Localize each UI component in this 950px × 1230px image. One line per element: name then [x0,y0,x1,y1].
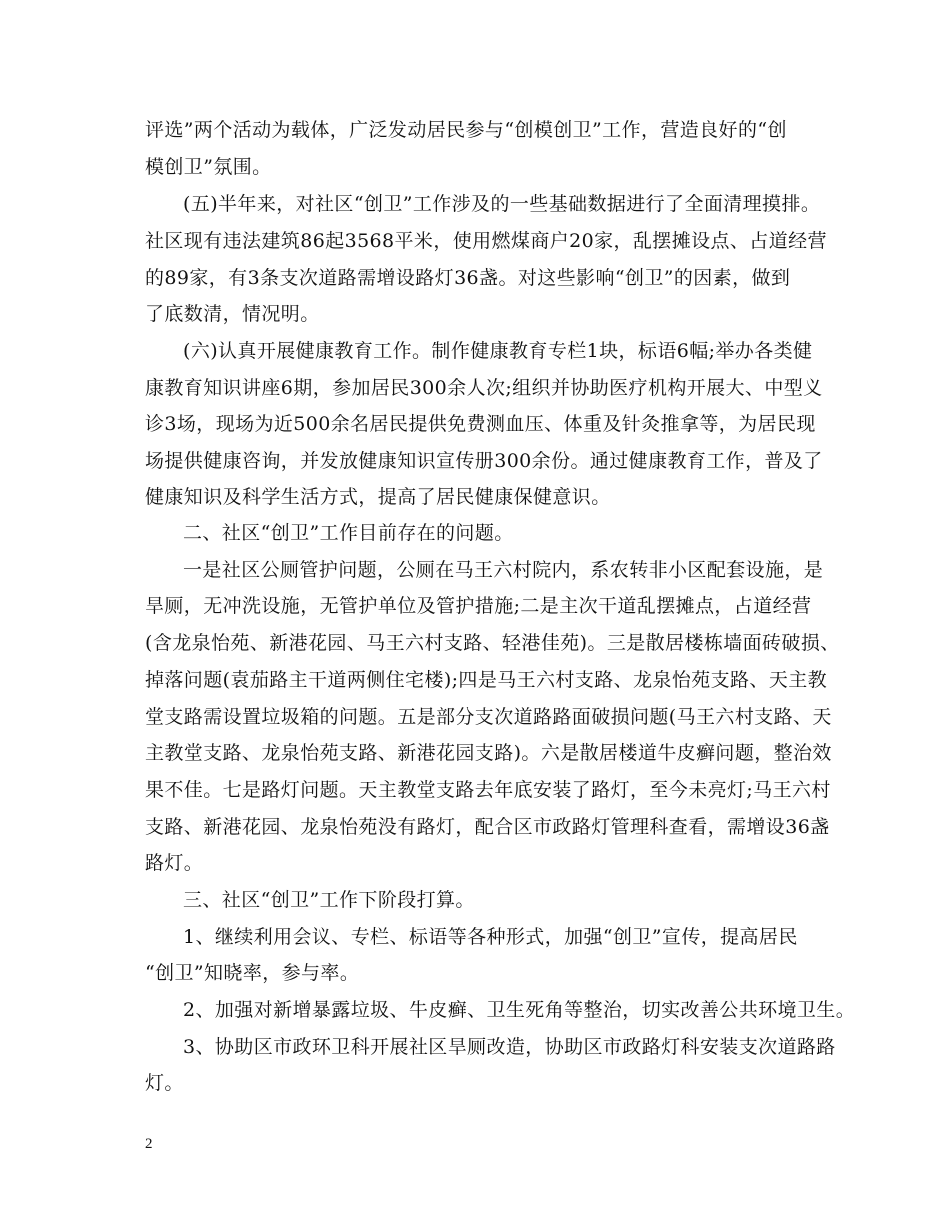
list-item: 1、继续利用会议、专栏、标语等各种形式，加强“创卫”宣传，提高居民 [183,926,798,948]
text-line: 掉落问题(袁茄路主干道两侧住宅楼);四是马王六村支路、龙泉怡苑支路、天主教 [145,669,828,691]
text-line: 主教堂支路、龙泉怡苑支路、新港花园支路)。六是散居楼道牛皮癣问题，整治效 [145,742,832,764]
text-line: 场提供健康咨询，并发放健康知识宣传册300余份。通过健康教育工作，普及了 [145,450,823,472]
paragraph-start: (五)半年来，对社区“创卫”工作涉及的一些基础数据进行了全面清理摸排。 [183,193,821,215]
text-line: 堂支路需设置垃圾箱的问题。五是部分支次道路路面破损问题(马王六村支路、天 [145,706,832,728]
text-line: 果不佳。七是路灯问题。天主教堂支路去年底安装了路灯，至今未亮灯;马王六村 [145,779,831,801]
page-number: 2 [145,1136,153,1152]
text-line: 评选”两个活动为载体，广泛发动居民参与“创模创卫”工作，营造良好的“创 [145,119,787,141]
text-line: 支路、新港花园、龙泉怡苑没有路灯，配合区市政路灯管理科查看，需增设36盏 [145,816,830,838]
text-line: 诊3场，现场为近500余名居民提供免费测血压、体重及针灸推拿等，为居民现 [145,413,816,435]
text-line: 模创卫”氛围。 [145,156,272,178]
section-heading: 三、社区“创卫”工作下阶段打算。 [183,889,475,911]
section-heading: 二、社区“创卫”工作目前存在的问题。 [183,522,514,544]
text-line: 了底数清，情况明。 [145,303,320,325]
text-line: “创卫”知晓率，参与率。 [145,962,360,984]
text-line: 路灯。 [145,852,204,874]
paragraph-start: 一是社区公厕管护问题，公厕在马王六村院内，系农转非小区配套设施，是 [183,559,824,581]
paragraph-start: (六)认真开展健康教育工作。制作健康教育专栏1块，标语6幅;举办各类健 [183,340,813,362]
list-item: 3、协助区市政环卫科开展社区旱厕改造，协助区市政路灯科安装支次道路路 [183,1036,836,1058]
text-line: 健康知识及科学生活方式，提高了居民健康保健意识。 [145,486,611,508]
text-line: 旱厕，无冲洗设施，无管护单位及管护措施;二是主次干道乱摆摊点，占道经营 [145,595,812,617]
text-line: 的89家，有3条支次道路需增设路灯36盏。对这些影响“创卫”的因素，做到 [145,267,791,289]
text-line: 灯。 [145,1072,184,1094]
text-line: 社区现有违法建筑86起3568平米，使用燃煤商户20家，乱摆摊设点、占道经营 [145,230,827,252]
text-line: 康教育知识讲座6期，参加居民300余人次;组织并协助医疗机构开展大、中型义 [145,377,823,399]
list-item: 2、加强对新增暴露垃圾、牛皮癣、卫生死角等整治，切实改善公共环境卫生。 [183,999,856,1021]
text-line: (含龙泉怡苑、新港花园、马王六村支路、轻港佳苑)。三是散居楼栋墙面砖破损、 [145,632,840,654]
